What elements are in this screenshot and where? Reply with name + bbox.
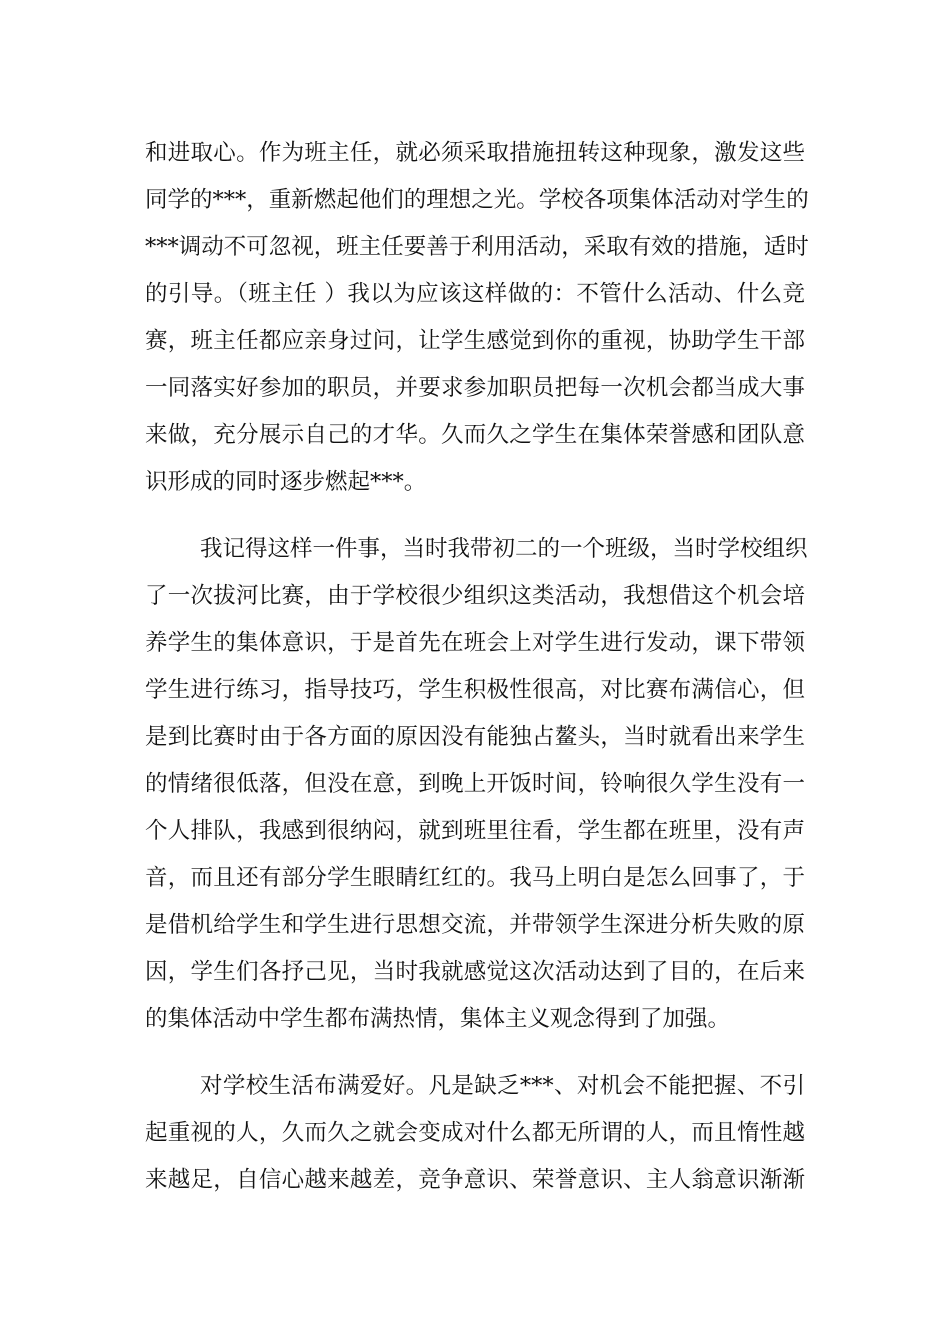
text-line: 我记得这样一件事，当时我带初二的一个班级，当时学校组织 [200,536,808,562]
text-line: 的引导。（班主任 ）我以为应该这样做的：不管什么活动、什么竞 [145,281,805,307]
text-line: 和进取心。作为班主任，就必须采取措施扭转这种现象，激发这些 [145,140,805,166]
text-line: 个人排队，我感到很纳闷，就到班里往看，学生都在班里，没有声 [145,818,805,844]
text-line: 赛，班主任都应亲身过问，让学生感觉到你的重视，协助学生干部 [145,328,805,354]
text-line: 音，而且还有部分学生眼睛红红的。我马上明白是怎么回事了，于 [145,865,805,891]
text-line: 的情绪很低落，但没在意，到晚上开饭时间，铃响很久学生没有一 [145,771,805,797]
text-line: 识形成的同时逐步燃起***。 [145,469,427,495]
text-line: 养学生的集体意识，于是首先在班会上对学生进行发动，课下带领 [145,630,805,656]
text-line: 是到比赛时由于各方面的原因没有能独占鳌头，当时就看出来学生 [145,724,805,750]
text-line: 的集体活动中学生都布满热情，集体主义观念得到了加强。 [145,1006,731,1032]
text-line: 是借机给学生和学生进行思想交流，并带领学生深进分析失败的原 [145,912,805,938]
text-line: 学生进行练习，指导技巧，学生积极性很高，对比赛布满信心，但 [145,677,805,703]
text-line: 来越足，自信心越来越差，竞争意识、荣誉意识、主人翁意识渐渐 [145,1167,805,1193]
text-line: 起重视的人，久而久之就会变成对什么都无所谓的人，而且惰性越 [145,1120,805,1146]
text-line: 同学的***，重新燃起他们的理想之光。学校各项集体活动对学生的 [145,187,809,213]
text-line: 因，学生们各抒己见，当时我就感觉这次活动达到了目的，在后来 [145,959,805,985]
text-line: 对学校生活布满爱好。凡是缺乏***、对机会不能把握、不引 [200,1073,805,1099]
text-line: 一同落实好参加的职员，并要求参加职员把每一次机会都当成大事 [145,375,805,401]
text-line: ***调动不可忽视，班主任要善于利用活动，采取有效的措施，适时 [145,234,809,260]
text-line: 了一次拔河比赛，由于学校很少组织这类活动，我想借这个机会培 [145,583,805,609]
text-line: 来做，充分展示自己的才华。久而久之学生在集体荣誉感和团队意 [145,422,805,448]
